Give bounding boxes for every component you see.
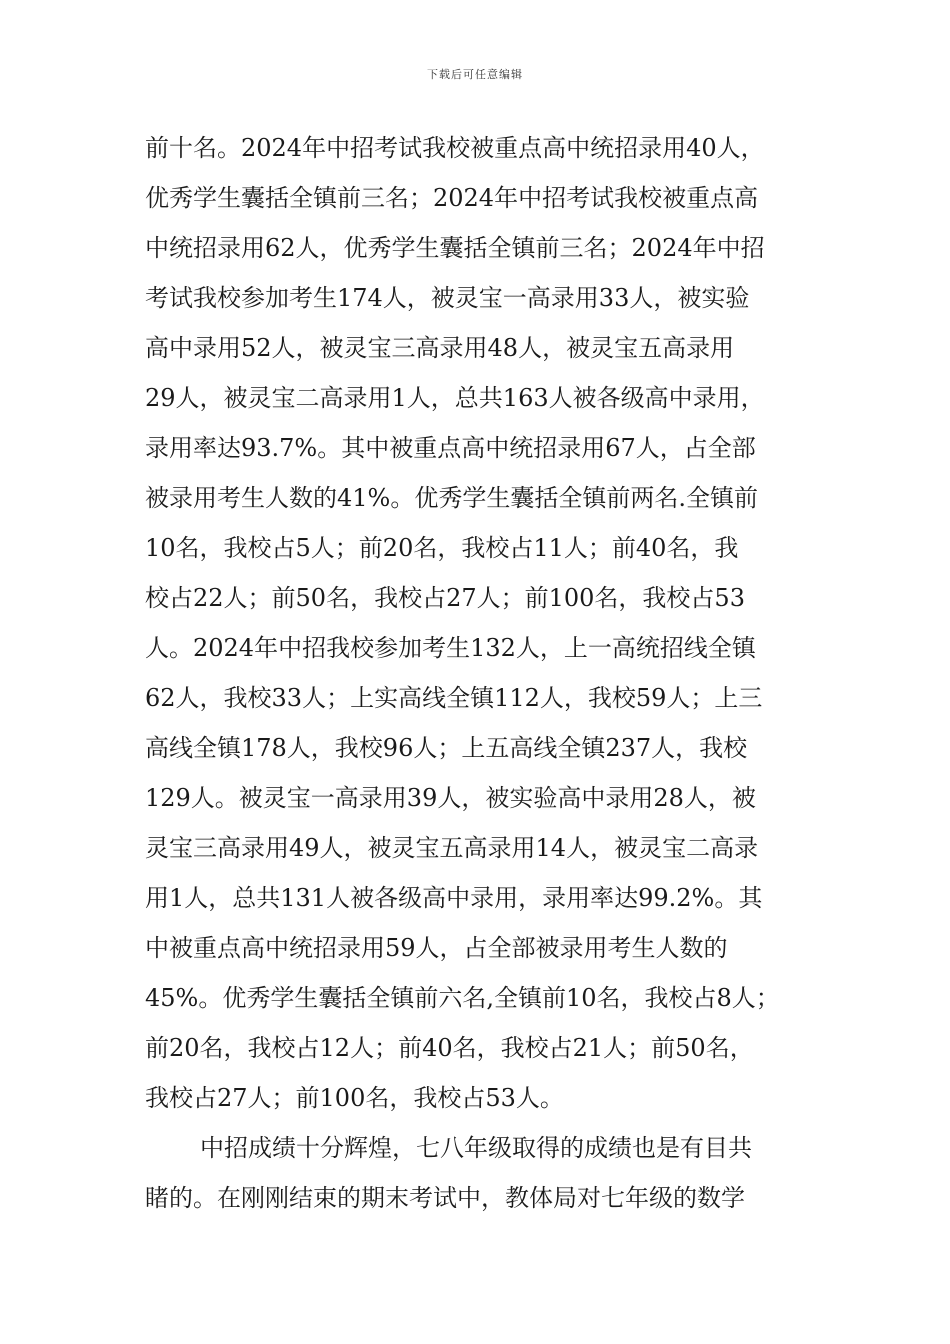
- text-line: 10名，我校占5人；前20名，我校占11人；前40名，我: [145, 534, 739, 562]
- text-line: 45%。优秀学生囊括全镇前六名,全镇前10名，我校占8人；: [145, 984, 780, 1012]
- text-line: 用1人，总共131人被各级高中录用，录用率达99.2%。其: [145, 884, 763, 912]
- text-line: 灵宝三高录用49人，被灵宝五高录用14人，被灵宝二高录: [145, 834, 759, 862]
- text-line: 校占22人；前50名，我校占27人；前100名，我校占53: [145, 584, 745, 612]
- text-line: 前十名。2024年中招考试我校被重点高中统招录用40人，: [145, 134, 765, 162]
- text-line: 中被重点高中统招录用59人，占全部被录用考生人数的: [145, 934, 728, 962]
- text-line: 中招成绩十分辉煌，七八年级取得的成绩也是有目共: [200, 1134, 752, 1162]
- text-line: 62人，我校33人；上实高线全镇112人，我校59人；上三: [145, 684, 763, 712]
- text-line: 高线全镇178人，我校96人；上五高线全镇237人，我校: [145, 734, 748, 762]
- page-header: 下载后可任意编辑: [427, 68, 523, 81]
- text-line: 录用率达93.7%。其中被重点高中统招录用67人，占全部: [145, 434, 756, 462]
- text-line: 129人。被灵宝一高录用39人，被实验高中录用28人，被: [145, 784, 756, 812]
- text-line: 睹的。在刚刚结束的期末考试中，教体局对七年级的数学: [145, 1184, 745, 1212]
- text-line: 29人，被灵宝二高录用1人，总共163人被各级高中录用，: [145, 384, 765, 412]
- text-line: 我校占27人；前100名，我校占53人。: [145, 1084, 564, 1112]
- text-line: 优秀学生囊括全镇前三名；2024年中招考试我校被重点高: [145, 184, 759, 212]
- text-line: 人。2024年中招我校参加考生132人，上一高统招线全镇: [145, 634, 756, 662]
- text-line: 考试我校参加考生174人，被灵宝一高录用33人，被实验: [145, 284, 750, 312]
- text-line: 高中录用52人，被灵宝三高录用48人，被灵宝五高录用: [145, 334, 735, 362]
- text-line: 被录用考生人数的41%。优秀学生囊括全镇前两名.全镇前: [145, 484, 758, 512]
- text-line: 中统招录用62人，优秀学生囊括全镇前三名；2024年中招: [145, 234, 765, 262]
- text-line: 前20名，我校占12人；前40名，我校占21人；前50名，: [145, 1034, 754, 1062]
